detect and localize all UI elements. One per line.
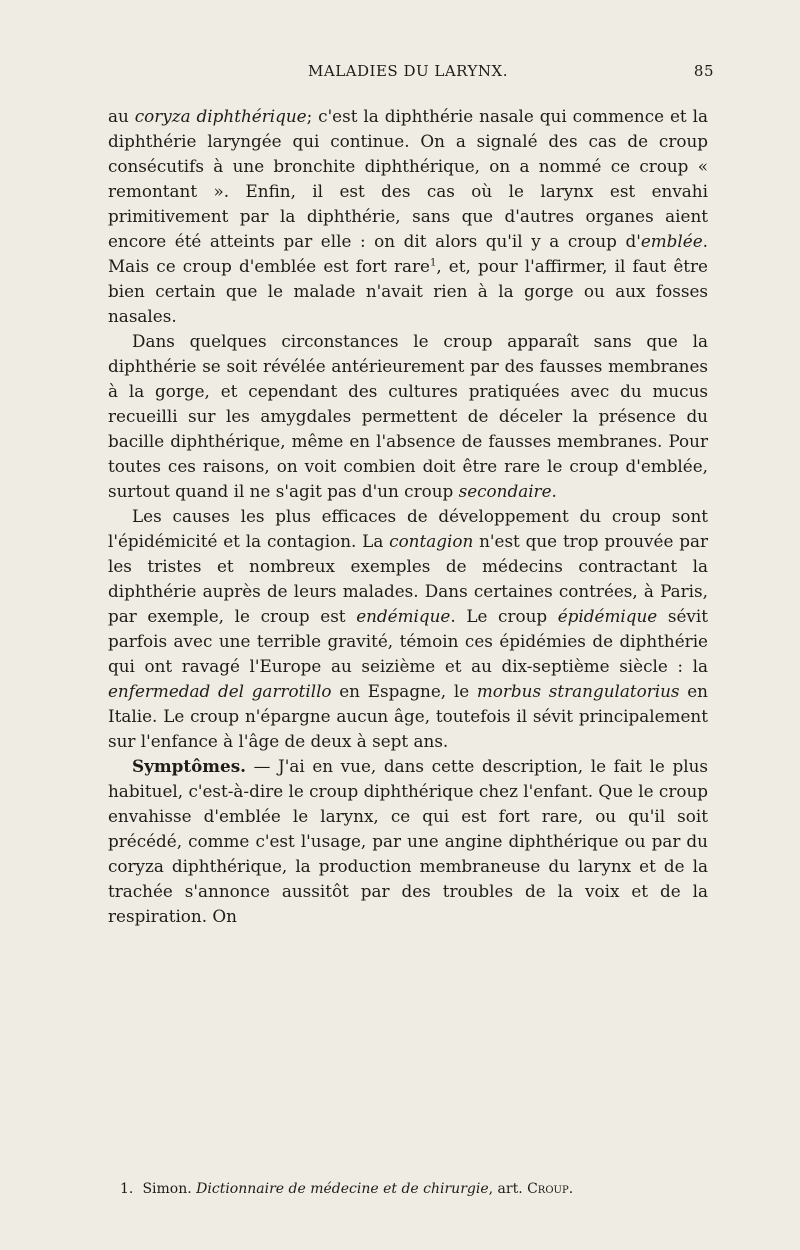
text-segment: . — [551, 481, 557, 501]
paragraph — [108, 329, 708, 504]
footnote-ref: 1 — [429, 257, 437, 269]
text-segment: . Mais ce croup d'emblée est fort rare — [108, 231, 708, 276]
text-segment: Les causes les plus efficaces de développement du croup sont l'épidémicité et la contagion. La — [108, 506, 708, 551]
text-segment: endémique — [356, 606, 451, 626]
footnote-number: 1. — [120, 1181, 134, 1197]
text-segment: contagion — [389, 531, 474, 551]
footnote — [108, 1180, 708, 1198]
text-segment: au — [108, 106, 135, 126]
text-segment: , et, pour l'affirmer, il faut être bien certain que le malade n'avait rien à la gorge ou aux fosses nasales. — [108, 256, 708, 326]
text-segment: Symptômes. — [132, 756, 247, 776]
footnote-work: Dictionnaire de médecine et de chirurgie — [196, 1181, 489, 1197]
page-number: 85 — [693, 62, 714, 80]
paragraph — [108, 504, 708, 754]
text-segment: secondaire — [458, 481, 552, 501]
text-segment: sévit parfois avec une terrible gravité, témoin ces épidémies de diphthérie qui ont ravagé l'Europe au seizième et au dix-septième siècle : la — [108, 606, 708, 676]
text-segment: enfermedad del garrotillo — [108, 681, 332, 701]
footnote-author: Simon. — [142, 1181, 192, 1197]
paragraph — [108, 754, 708, 929]
text-segment: épidémique — [557, 606, 658, 626]
text-segment: ; c'est la diphthérie nasale qui commence et la diphthérie laryngée qui continue. On a signalé des cas de croup consécutifs à une bronchite diphthérique, on a nommé ce croup « remontant ». Enfin, il est des cas où le larynx est envahi primitivement par la diphthérie, sans que d'autres organes aient encore été atteints par elle : on dit alors qu'il y a croup d' — [108, 106, 708, 251]
running-header — [108, 62, 714, 80]
footnote-keyword: Croup. — [527, 1181, 574, 1197]
text-segment: Dans quelques circonstances le croup apparaît sans que la diphthérie se soit révélée antérieurement par des fausses membranes à la gorge, et cependant des cultures pratiquées avec du mucus recueilli sur les amygdales permettent de déceler la présence du bacille diphthérique, même en l'absence de fausses membranes. Pour toutes ces raisons, on voit combien doit être rare le croup d'emblée, surtout quand il ne s'agit pas d'un croup — [108, 331, 708, 501]
running-title: MALADIES DU LARYNX. — [308, 62, 508, 80]
text-segment: n'est que trop prouvée par les tristes et nombreux exemples de médecins contractant la diphthérie auprès de leurs malades. Dans certaines contrées, à Paris, par exemple, le croup est — [108, 531, 708, 626]
text-segment: . Le croup — [450, 606, 558, 626]
text-segment: emblée — [640, 231, 703, 251]
text-segment: en Espagne, le — [331, 681, 477, 701]
text-segment: morbus strangulatorius — [476, 681, 680, 701]
text-segment: en Italie. Le croup n'épargne aucun âge, toutefois il sévit principalement sur l'enfance à l'âge de deux à sept ans. — [108, 681, 708, 751]
text-segment: coryza diphthérique — [134, 106, 307, 126]
paragraph — [108, 104, 708, 329]
text-segment: — J'ai en vue, dans cette description, le fait le plus habituel, c'est-à-dire le croup diphthérique chez l'enfant. Que le croup envahisse d'emblée le larynx, ce qui est fort rare, ou qu'il soit précédé, comme c'est l'usage, par une angine diphthérique ou par du coryza diphthérique, la production membraneuse du larynx et de la trachée s'annonce aussitôt par des troubles de la voix et de la respiration. On — [108, 756, 708, 926]
body-text — [108, 104, 708, 929]
footnote-rest: , art. — [488, 1181, 528, 1197]
